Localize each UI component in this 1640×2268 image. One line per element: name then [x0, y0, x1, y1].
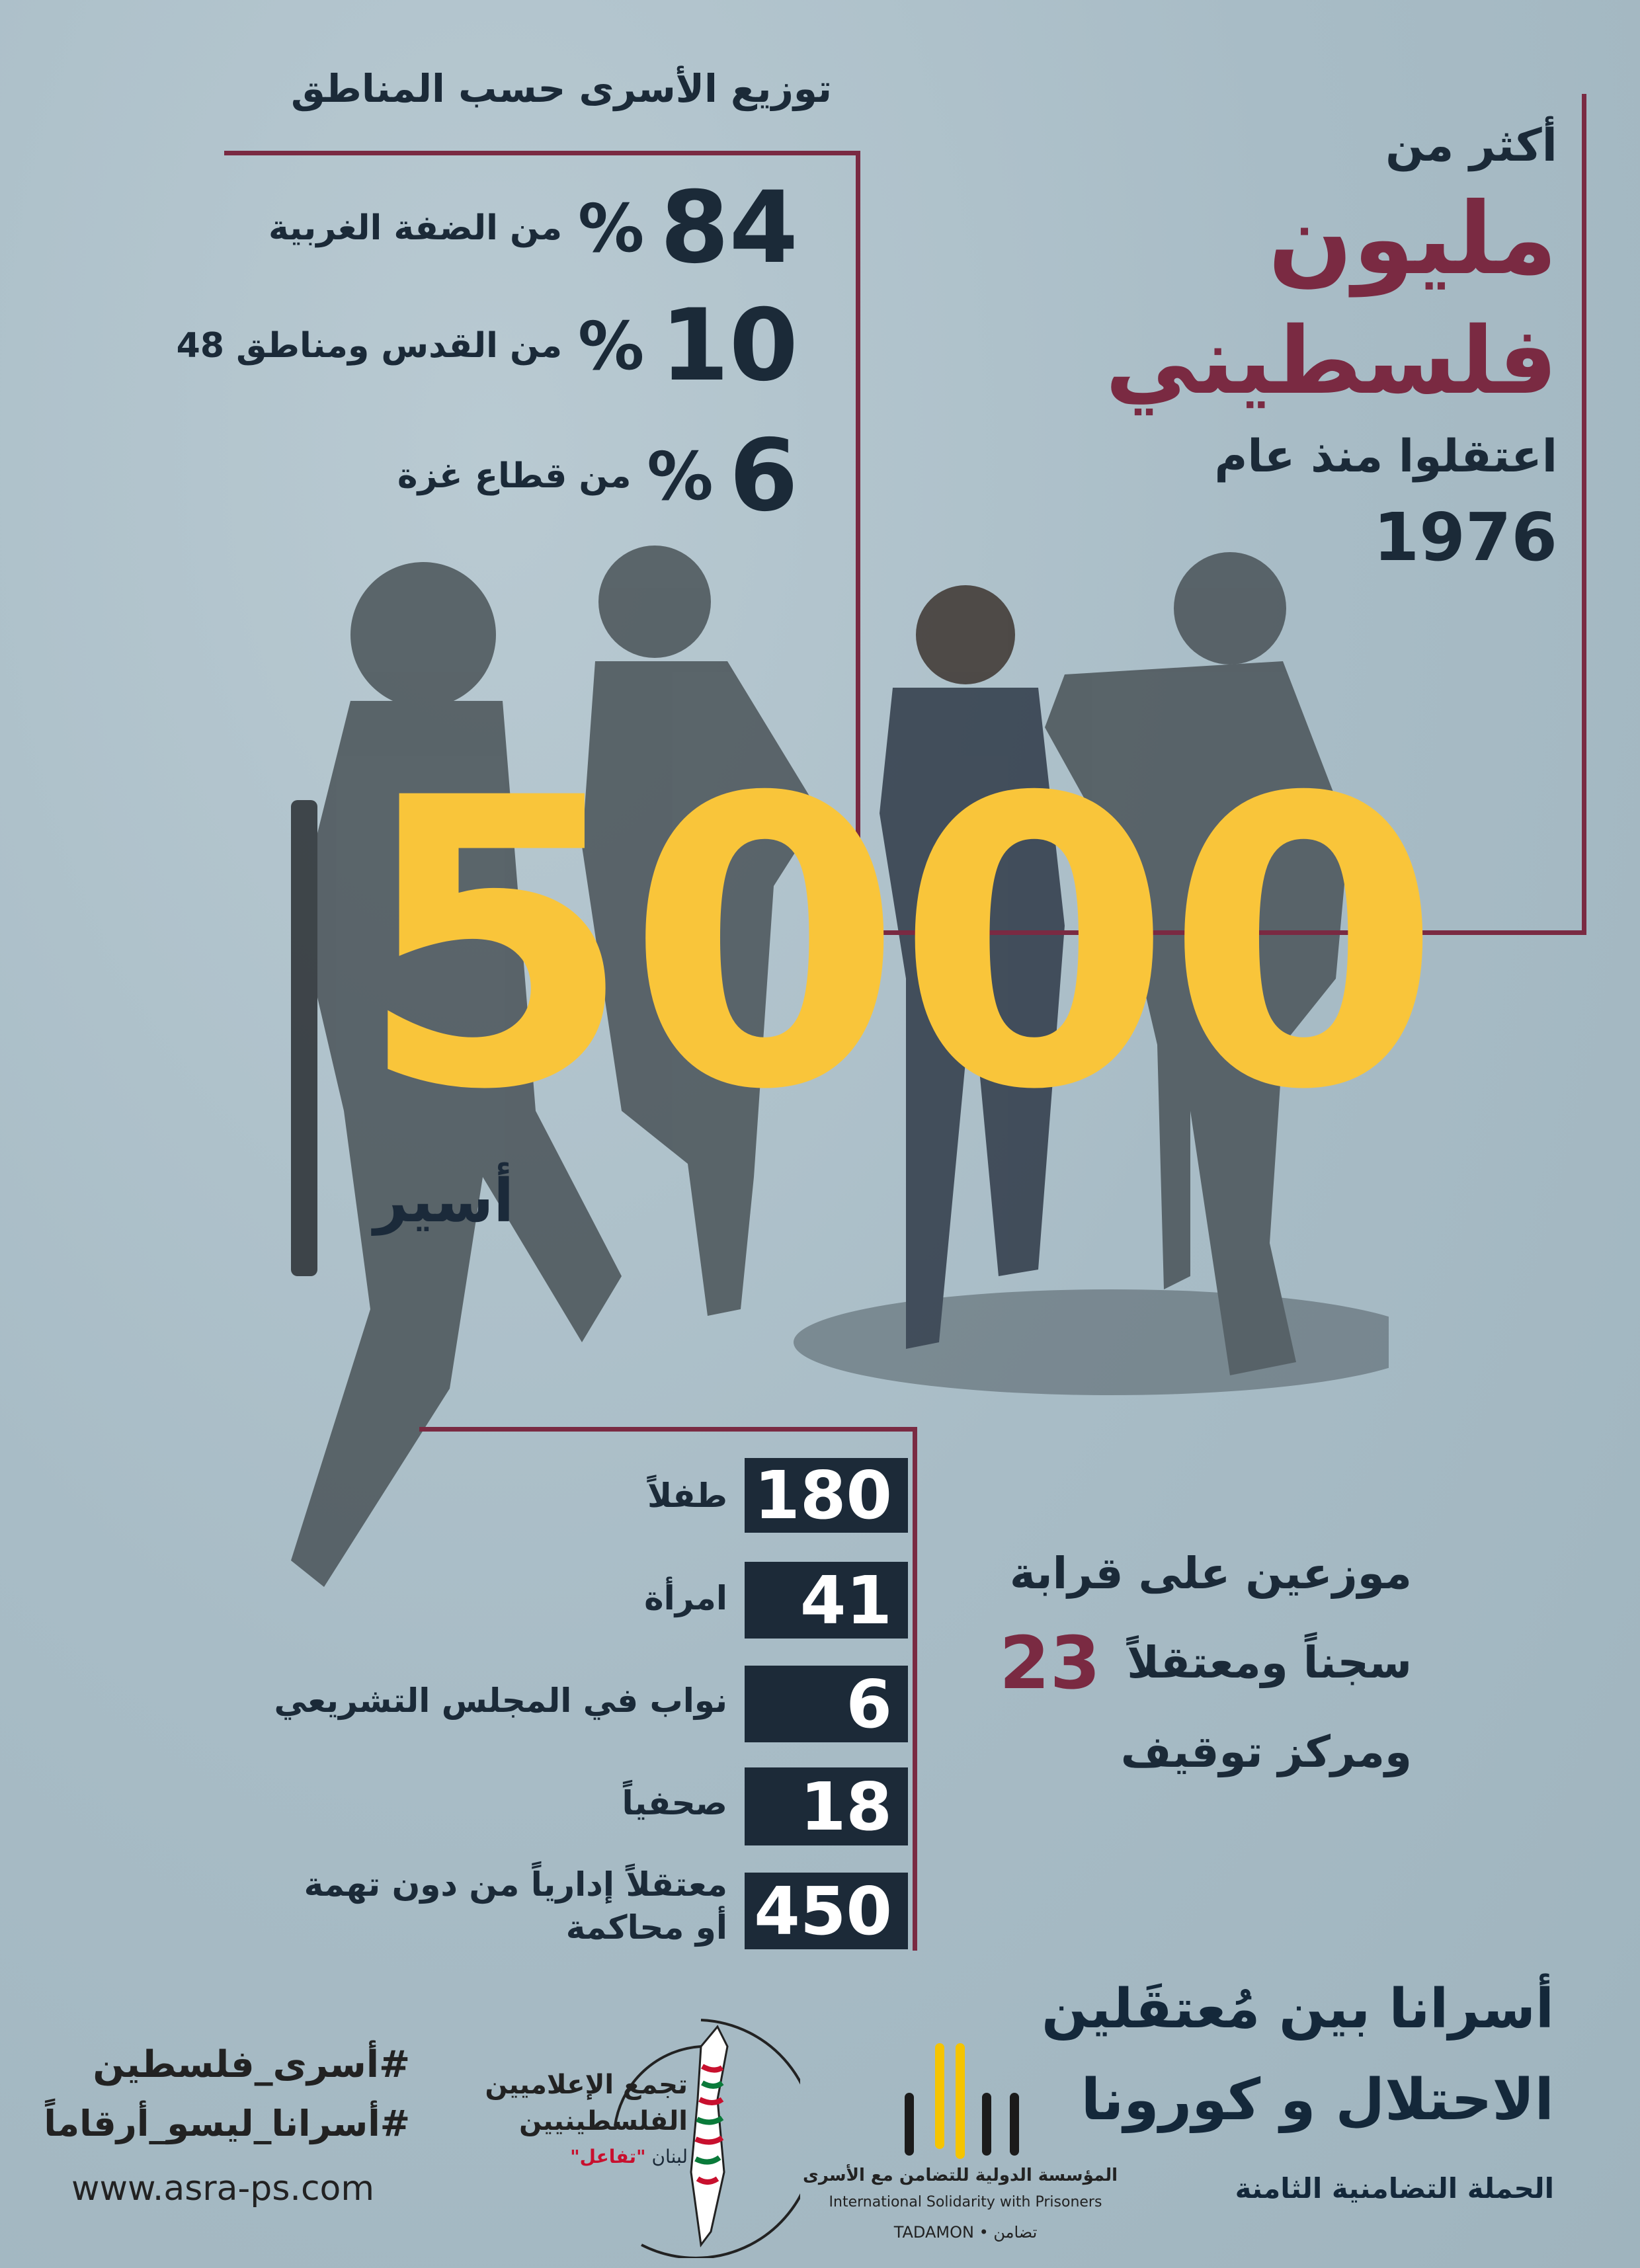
hashtag-not-numbers[interactable]: #أسرانا_ليسو_أرقاماً — [44, 2103, 410, 2144]
region-label: من القدس ومناطق 48 — [176, 326, 563, 366]
stat-women-value: 41 — [745, 1562, 908, 1639]
tadamon-arabic-name: المؤسسة الدولية للتضامن مع الأسرى — [803, 2166, 1118, 2185]
percent-sign: % — [578, 307, 645, 385]
stats-frame-side — [913, 1427, 917, 1951]
region-label: من الضفة الغربية — [268, 208, 563, 248]
region-value: 10 — [660, 288, 798, 403]
stats-frame-top — [419, 1427, 917, 1432]
headline-frame-side — [1582, 94, 1586, 935]
headline-arrested-since: اعتقلوا منذ عام — [1214, 430, 1557, 483]
media-logo-line3 — [570, 2146, 688, 2167]
tadamon-logo — [803, 2037, 1118, 2255]
stat-women-label: امرأة — [644, 1579, 727, 1617]
headline-palestinian: فلسطيني — [1105, 307, 1557, 415]
media-logo-line1: تجمع الإعلاميين — [485, 2070, 688, 2100]
media-logo-tafaol: "تفاعل" — [570, 2146, 646, 2167]
campaign-title-line2: الاحتلال و كورونا — [1081, 2067, 1554, 2133]
campaign-subtitle: الحملة التضامنية الثامنة — [1235, 2172, 1554, 2205]
region-value: 6 — [729, 419, 798, 534]
total-prisoners-label: أسير — [374, 1166, 514, 1236]
tadamon-english-name: International Solidarity with Prisoners — [829, 2194, 1102, 2210]
regions-title: توزيع الأسرى حسب المناطق — [291, 66, 832, 111]
prisons-line2: سجناً ومعتقلاً — [1127, 1637, 1412, 1689]
stat-legislators-value: 6 — [745, 1666, 908, 1742]
total-prisoners-number: 5000 — [357, 714, 1435, 1176]
region-row-west-bank — [268, 171, 798, 286]
tadamon-bars-icon — [813, 2037, 1118, 2162]
media-gathering-logo — [485, 2007, 800, 2258]
hashtag-prisoners-palestine[interactable]: #أسرى_فلسطين — [93, 2043, 410, 2086]
media-logo-line2: الفلسطينيين — [519, 2106, 688, 2136]
region-value: 84 — [660, 171, 798, 286]
media-logo-lebanon: لبنان — [651, 2146, 688, 2167]
stat-administrative-value: 450 — [745, 1873, 908, 1949]
percent-sign: % — [647, 437, 714, 515]
prisons-line3: ومركز توقيف — [1120, 1726, 1412, 1777]
headline-more-than: أكثر من — [1385, 120, 1557, 172]
stat-children-value: 180 — [745, 1458, 908, 1533]
stat-administrative-label: معتقلاً إدارياً من دون تهمة أو محاكمة — [304, 1865, 727, 1947]
region-row-jerusalem — [176, 288, 798, 403]
regions-frame-top — [224, 151, 860, 155]
headline-year: 1976 — [1373, 499, 1557, 576]
stat-journalists-label: صحفياً — [622, 1784, 727, 1822]
headline-million: مليون — [1268, 182, 1557, 297]
prisons-line1: موزعين على قرابة — [1009, 1548, 1412, 1599]
stat-legislators-label: نواب في المجلس التشريعي — [274, 1681, 727, 1720]
region-label: من قطاع غزة — [397, 456, 632, 496]
tadamon-short-name: TADAMON • تضامن — [893, 2223, 1038, 2242]
stat-children-label: طفلاً — [647, 1477, 727, 1515]
stat-journalists-value: 18 — [745, 1767, 908, 1845]
region-row-gaza — [397, 419, 798, 534]
website-link[interactable]: www.asra-ps.com — [71, 2169, 374, 2208]
prisons-count-row — [999, 1623, 1412, 1703]
percent-sign: % — [578, 189, 645, 267]
campaign-title-line1: أسرانا بين مُعتقَلين — [1042, 1978, 1554, 2041]
prisons-number: 23 — [999, 1621, 1101, 1705]
